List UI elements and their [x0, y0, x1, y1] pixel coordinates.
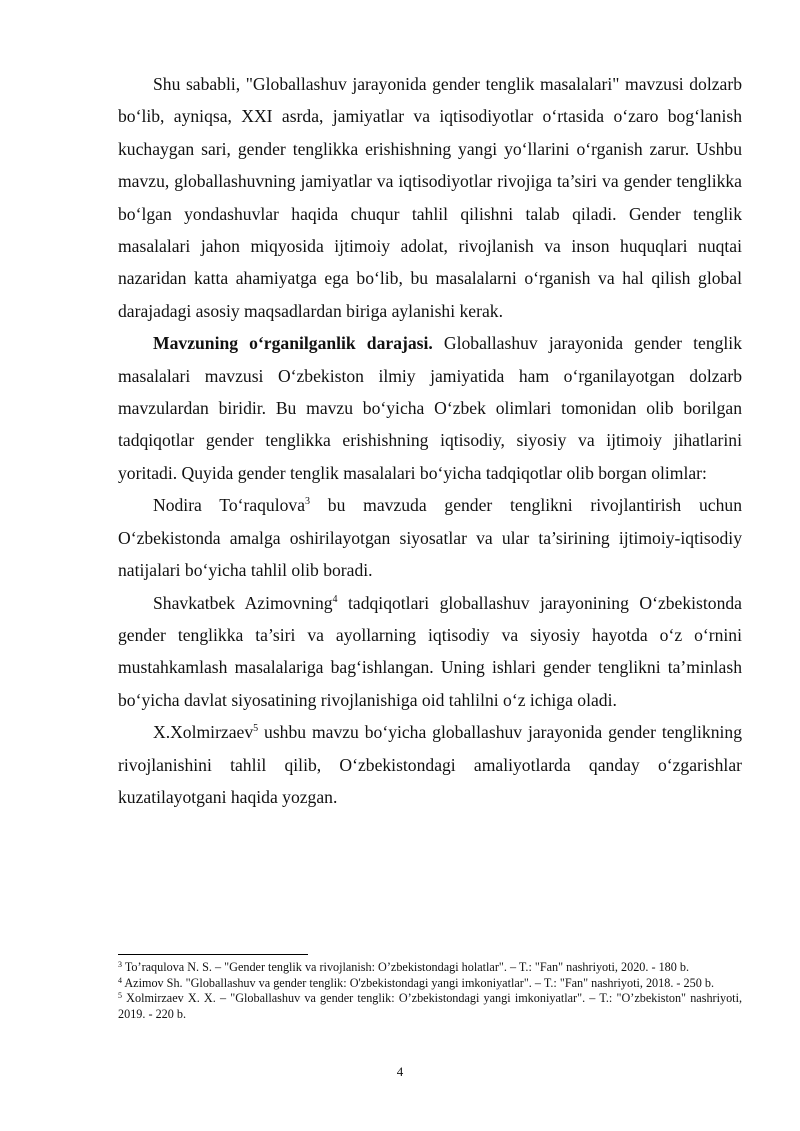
- footnote-mark: 3: [118, 960, 122, 969]
- paragraph-azimov-text: tadqiqotlari globallashuv jarayonining O‘zbekistonda gender tenglikka ta’siri va ayollarning iqtisodiy va siyosiy hayotda o‘z o‘rnini mustahkamlash masalalariga bag‘ishlangan. Uning ishlari gender tenglikni ta’minlash bo‘yicha davlat siyosatining rivojlanishiga oid tahlilni o‘z ichiga oladi.: [118, 592, 742, 710]
- section-heading: Mavzuning o‘rganilganlik darajasi.: [153, 333, 433, 354]
- paragraph-xolmirzaev-text: ushbu mavzu bo‘yicha globallashuv jarayonida gender tenglikning rivojlanishini tahlil qilib, O‘zbekistondagi amaliyotlarda qanday o‘zgarishlar kuzatilayotgani haqida yozgan.: [118, 722, 742, 807]
- footnote: [118, 991, 742, 1022]
- footnote-mark: 4: [118, 975, 122, 985]
- footnote-reference[interactable]: 3: [305, 496, 311, 508]
- page-number: 4: [396, 1064, 404, 1079]
- footnote: [118, 960, 742, 976]
- footnotes: [118, 960, 742, 1022]
- author-name: Nodira To‘raqulova: [153, 495, 306, 516]
- paragraph-azimov: [118, 587, 742, 717]
- paragraph-toraqulova: [118, 489, 742, 586]
- footnote-text: Xolmirzaev X. X. – "Globallashuv va gender tenglik: O’zbekistondagi yangi imkoniyatlar". – T.: "O’zbekiston" nashriyoti, 2019. - 220 b.: [118, 991, 742, 1021]
- footnote-mark: 5: [118, 991, 122, 1001]
- author-name: Shavkatbek Azimovning: [153, 592, 333, 613]
- footnote-text: Azimov Sh. "Globallashuv va gender tenglik: O'zbekistondagi yangi imkoniyatlar". – T.: "Fan" nashriyoti, 2018. - 250 b.: [122, 975, 715, 990]
- paragraph-study-level-text: Globallashuv jarayonida gender tenglik masalalari mavzusi O‘zbekiston ilmiy jamiyatida ham o‘rganilayotgan dolzarb mavzulardan biridir. Bu mavzu bo‘yicha O‘zbek olimlari tomonidan olib borilgan tadqiqotlar gender tenglikka erishishning iqtisodiy, siyosiy va ijtimoiy jihatlarini yoritadi. Quyida gender tenglik masalalari bo‘yicha tadqiqotlar olib borgan olimlar:: [118, 333, 742, 483]
- footnote-separator: [118, 954, 308, 955]
- footnote: [118, 976, 742, 992]
- paragraph-toraqulova-text: bu mavzuda gender tenglikni rivojlantirish uchun O‘zbekistonda amalga oshirilayotgan siyosatlar va ular ta’sirining ijtimoiy-iqtisodiy natijalari bo‘yicha tahlil olib boradi.: [118, 495, 742, 581]
- paragraph-intro: Shu sababli, "Globallashuv jarayonida gender tenglik masalalari" mavzusi dolzarb bo‘lib, ayniqsa, XXI asrda, jamiyatlar va iqtisodiyotlar o‘rtasida o‘zaro bog‘lanish kuchaygan sari, gender tenglikka erishishning yangi yo‘llarini o‘rganish zarur. Ushbu mavzu, globallashuvning jamiyatlar va iqtisodiyotlar rivojiga ta’siri va gender tenglikka bo‘lgan yondashuvlar haqida chuqur tahlil qilishni talab qiladi. Gender tenglik masalalari jahon miqyosida ijtimoiy adolat, rivojlanish va inson huquqlari nuqtai nazaridan katta ahamiyatga ega bo‘lib, bu masalalarni o‘rganish va hal qilish global darajadagi asosiy maqsadlardan biriga aylanishi kerak.: [118, 74, 742, 321]
- footnote-reference[interactable]: 4: [332, 593, 338, 605]
- paragraph-xolmirzaev: [118, 716, 742, 813]
- author-name: X.Xolmirzaev: [153, 722, 254, 743]
- paragraph-study-level: [118, 327, 742, 489]
- footnote-reference[interactable]: 5: [253, 723, 259, 735]
- footnote-text: To’raqulova N. S. – "Gender tenglik va rivojlanish: O’zbekistondagi holatlar". – T.: "Fan" nashriyoti, 2020. - 180 b.: [122, 960, 690, 974]
- body-text: [118, 68, 742, 813]
